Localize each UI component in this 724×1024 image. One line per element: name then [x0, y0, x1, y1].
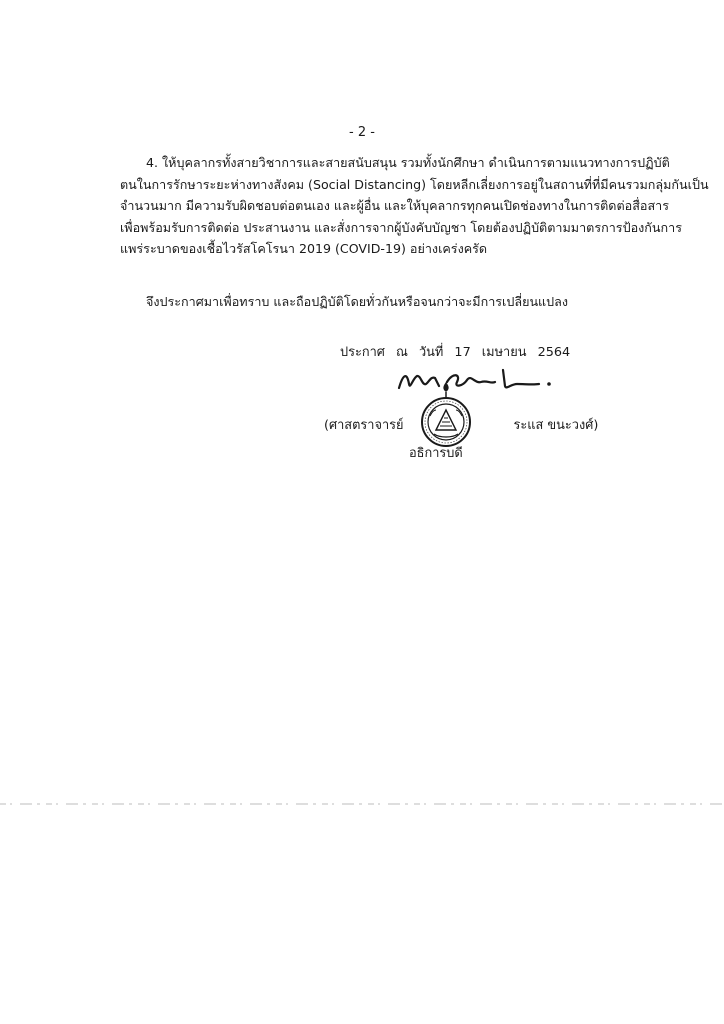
page-number: - 2 -: [349, 125, 375, 140]
signer-name-start: (ศาสตราจารย์: [324, 418, 404, 433]
signer-name-end: ระแส ขนะวงศ์): [513, 418, 599, 433]
date-at: ณ: [396, 345, 408, 360]
signer-position: อธิการบดี: [409, 446, 463, 461]
date-day: 17: [454, 345, 471, 360]
date-day-label: วันที่: [418, 345, 444, 360]
paragraph-line: แพร่ระบาดของเชื้อไวรัสโคโรนา 2019 (COVID-19) อย่างเคร่งครัด: [120, 241, 488, 256]
announcement-date: [340, 341, 577, 362]
paragraph-line: จำนวนมาก มีความรับผิดชอบต่อตนเอง และผู้อื่น และให้บุคลากรทุกคนเปิดช่องทางในการติดต่อสื่อสาร: [120, 198, 669, 213]
date-prefix: ประกาศ: [340, 345, 385, 360]
paragraph-line: เพื่อพร้อมรับการติดต่อ ประสานงาน และสั่งการจากผู้บังคับบัญชา โดยต้องปฏิบัติตามมาตรการป้องกันการ: [120, 219, 682, 235]
paragraph-line: 4. ให้บุคลากรทั้งสายวิชาการและสายสนับสนุน รวมทั้งนักศึกษา ดำเนินการตามแนวทางการปฏิบัติ: [146, 155, 670, 170]
body-paragraph-measure-4: [120, 152, 709, 260]
closing-text: จึงประกาศมาเพื่อทราบ และถือปฏิบัติโดยทั่วกันหรือจนกว่าจะมีการเปลี่ยนแปลง: [146, 294, 569, 309]
date-month: เมษายน: [481, 345, 527, 360]
paragraph-line: ตนในการรักษาระยะห่างทางสังคม (Social Distancing) โดยหลีกเลี่ยงการอยู่ในสถานที่ที่มีคนรวมกลุ่มกันเป็น: [120, 176, 709, 192]
signer-name: [324, 414, 598, 435]
scan-artifact-line: [0, 802, 724, 806]
date-year: 2564: [537, 345, 571, 360]
closing-paragraph: [146, 291, 668, 313]
